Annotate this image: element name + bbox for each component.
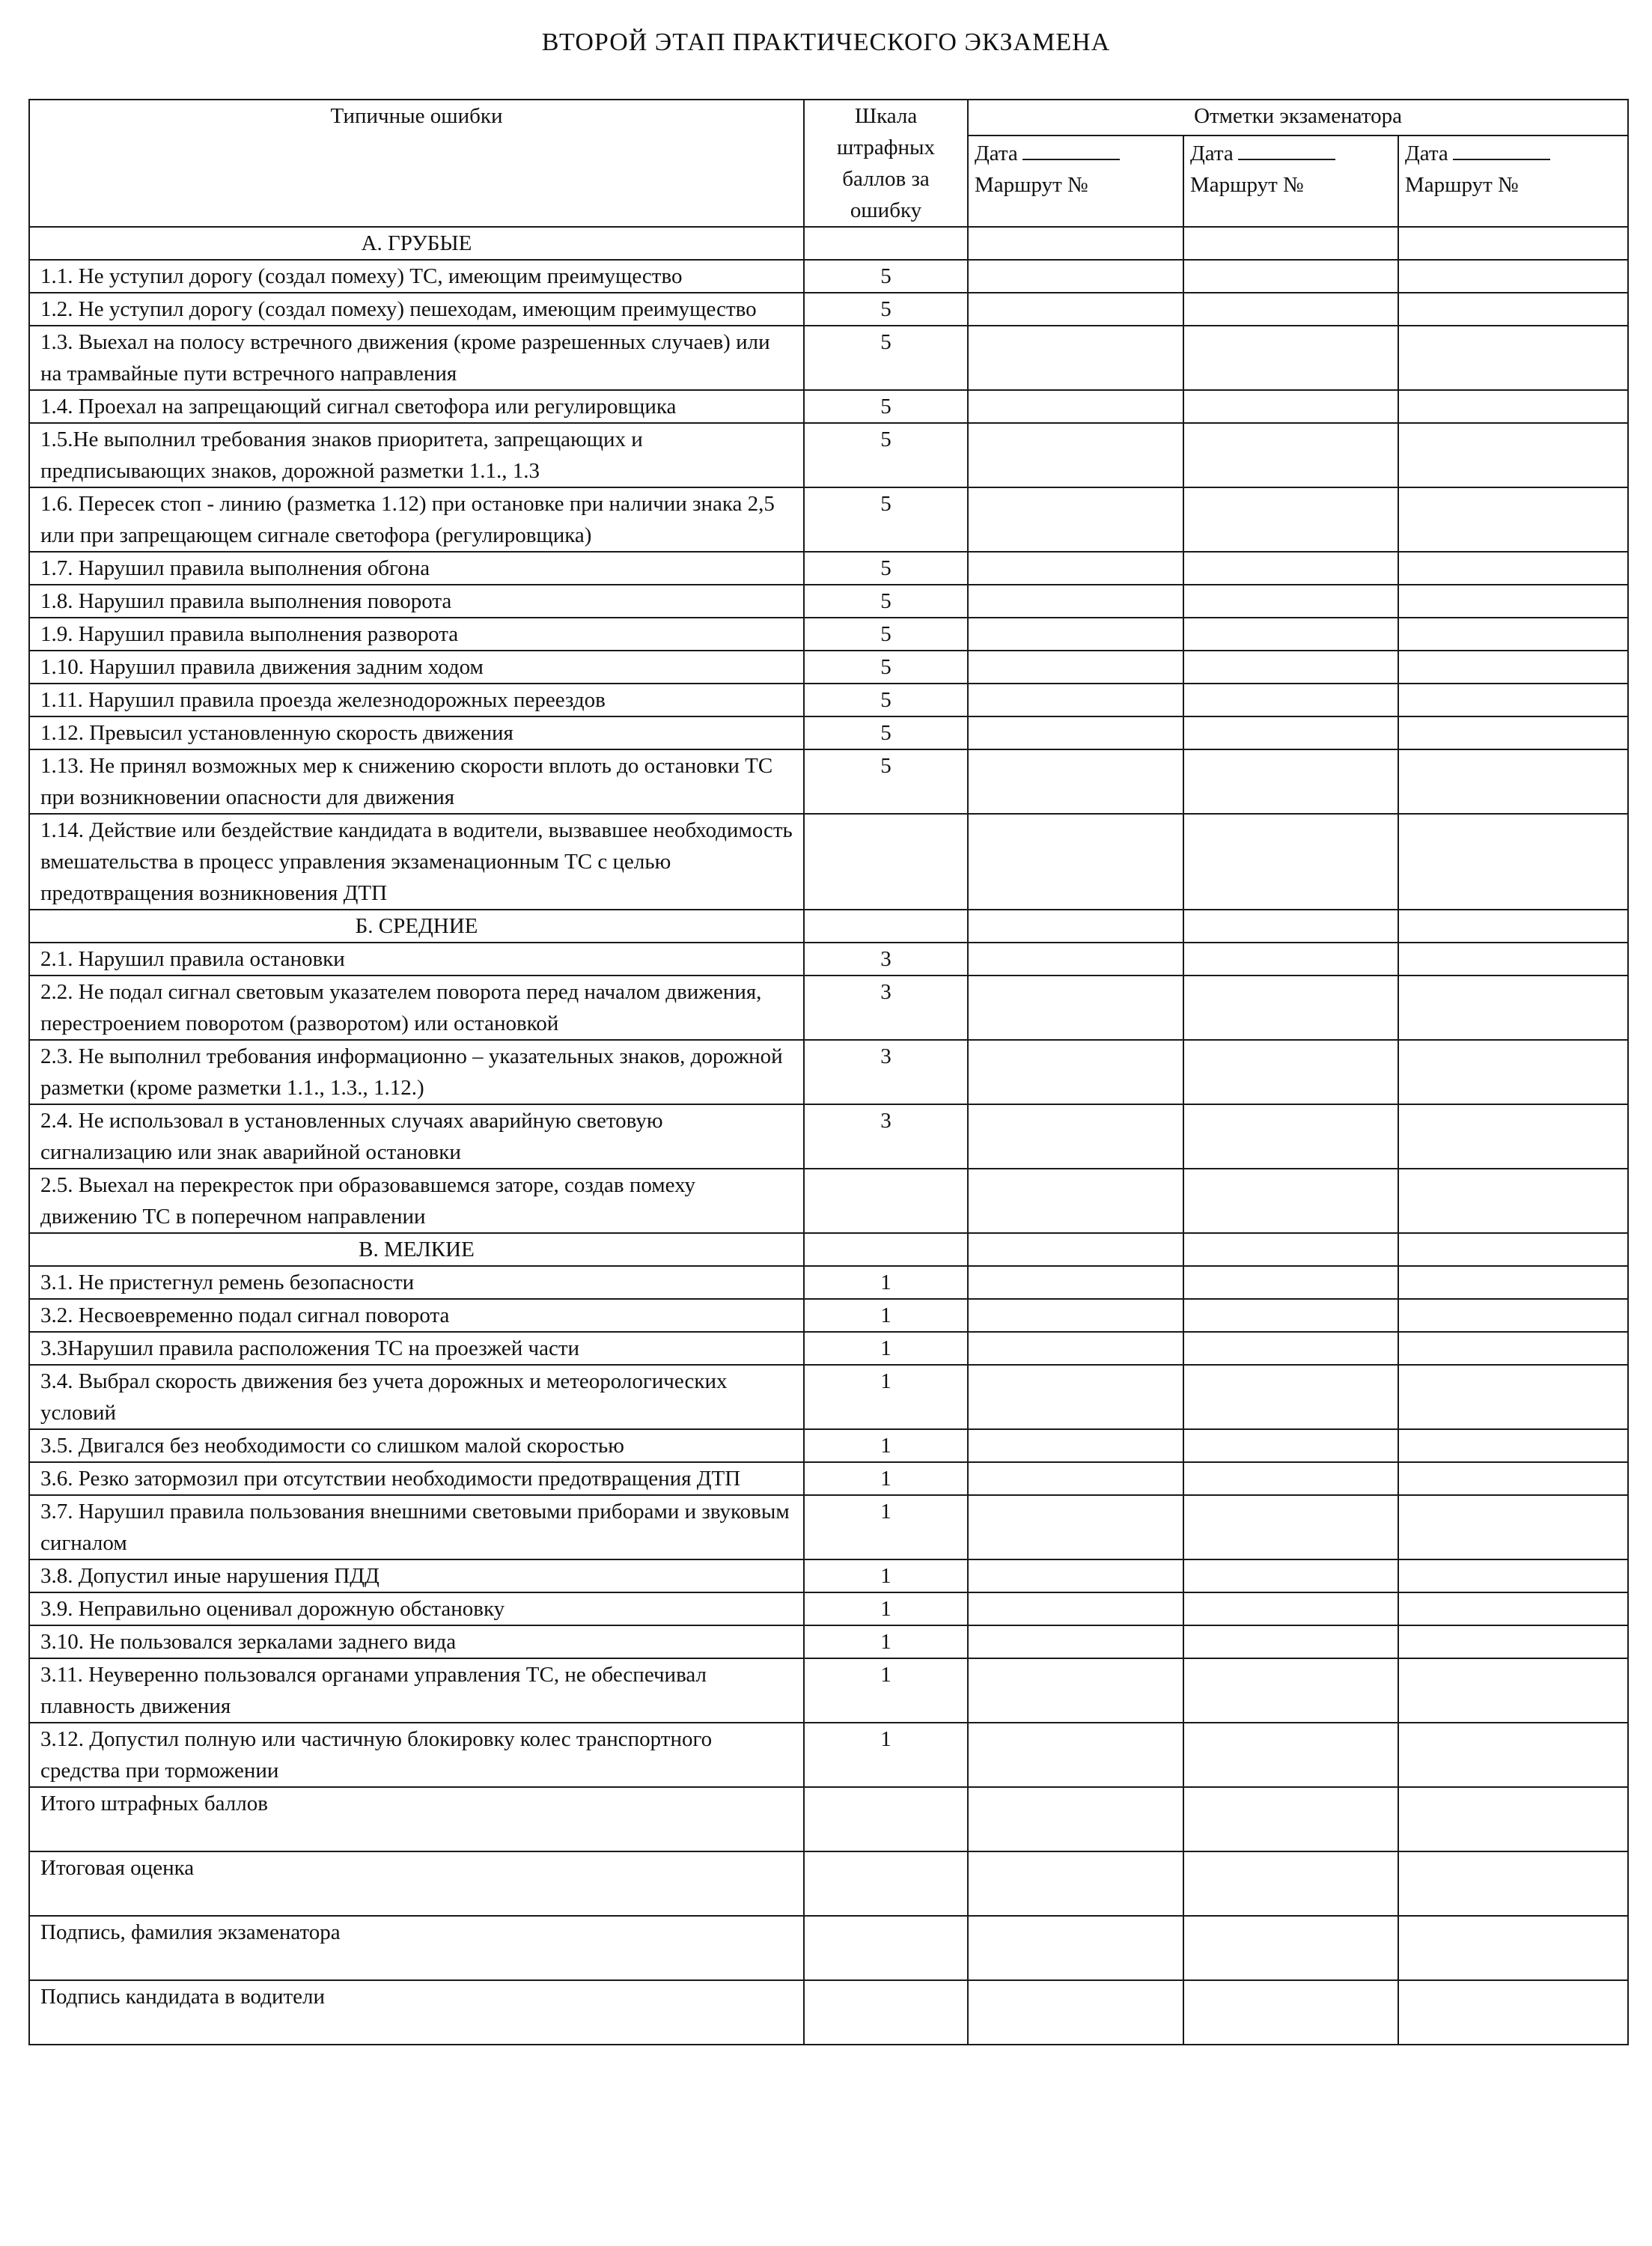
examiner-mark-cell[interactable] xyxy=(1183,749,1398,814)
examiner-mark-cell[interactable] xyxy=(968,814,1183,910)
penalty-points: 3 xyxy=(804,976,968,1040)
examiner-mark-cell[interactable] xyxy=(1183,651,1398,684)
penalty-points: 3 xyxy=(804,1104,968,1169)
date-field[interactable] xyxy=(1022,136,1120,160)
examiner-mark-cell[interactable] xyxy=(1398,1429,1628,1462)
error-row xyxy=(29,1592,1628,1625)
error-description: 1.4. Проехал на запрещающий сигнал светофора или регулировщика xyxy=(29,390,804,423)
examiner-mark-cell[interactable] xyxy=(1398,1559,1628,1592)
section-scale-cell xyxy=(804,910,968,943)
error-row xyxy=(29,487,1628,552)
penalty-points: 1 xyxy=(804,1299,968,1332)
examiner-mark-cell[interactable] xyxy=(1183,585,1398,618)
error-row xyxy=(29,552,1628,585)
error-row xyxy=(29,943,1628,976)
error-description: 1.11. Нарушил правила проезда железнодорожных переездов xyxy=(29,684,804,716)
error-description: 1.3. Выехал на полосу встречного движения (кроме разрешенных случаев) или на трамвайные пути встречного направления xyxy=(29,326,804,390)
examiner-mark-cell[interactable] xyxy=(1183,1365,1398,1429)
examiner-mark-cell[interactable] xyxy=(968,1169,1183,1233)
route-header-1 xyxy=(968,136,1183,227)
error-description: 1.7. Нарушил правила выполнения обгона xyxy=(29,552,804,585)
examiner-mark-cell[interactable] xyxy=(1398,1658,1628,1723)
error-description: 3.10. Не пользовался зеркалами заднего вида xyxy=(29,1625,804,1658)
examiner-mark-cell[interactable] xyxy=(1183,684,1398,716)
penalty-points: 1 xyxy=(804,1495,968,1559)
error-row xyxy=(29,260,1628,293)
examiner-mark-cell[interactable] xyxy=(1183,618,1398,651)
exam-table-body xyxy=(29,227,1628,2045)
examiner-mark-cell[interactable] xyxy=(1183,227,1398,260)
section-header-row xyxy=(29,910,1628,943)
section-scale-cell xyxy=(804,227,968,260)
examiner-mark-cell[interactable] xyxy=(1183,487,1398,552)
examiner-mark-cell[interactable] xyxy=(1183,1658,1398,1723)
examiner-mark-cell[interactable] xyxy=(1183,390,1398,423)
error-description: 3.5. Двигался без необходимости со слишком малой скоростью xyxy=(29,1429,804,1462)
examiner-mark-cell[interactable] xyxy=(1183,943,1398,976)
examiner-mark-cell[interactable] xyxy=(1183,1559,1398,1592)
error-row xyxy=(29,651,1628,684)
error-row xyxy=(29,618,1628,651)
examiner-mark-cell[interactable] xyxy=(1398,1266,1628,1299)
error-row xyxy=(29,1104,1628,1169)
penalty-points: 5 xyxy=(804,293,968,326)
footer-row xyxy=(29,1980,1628,2045)
error-row xyxy=(29,423,1628,487)
examiner-mark-cell[interactable] xyxy=(968,1365,1183,1429)
section-title: Б. СРЕДНИЕ xyxy=(29,910,804,943)
examiner-mark-cell[interactable] xyxy=(1183,1169,1398,1233)
examiner-mark-cell[interactable] xyxy=(1183,260,1398,293)
error-description: 1.8. Нарушил правила выполнения поворота xyxy=(29,585,804,618)
examiner-mark-cell[interactable] xyxy=(1398,910,1628,943)
penalty-points: 1 xyxy=(804,1266,968,1299)
examiner-mark-cell[interactable] xyxy=(1398,1916,1628,1980)
examiner-mark-cell[interactable] xyxy=(968,293,1183,326)
examiner-mark-cell[interactable] xyxy=(1398,260,1628,293)
penalty-points: 1 xyxy=(804,1592,968,1625)
examiner-mark-cell[interactable] xyxy=(968,618,1183,651)
examiner-mark-cell[interactable] xyxy=(968,1658,1183,1723)
examiner-mark-cell[interactable] xyxy=(1398,943,1628,976)
examiner-mark-cell[interactable] xyxy=(968,1851,1183,1916)
examiner-mark-cell[interactable] xyxy=(968,227,1183,260)
examiner-mark-cell[interactable] xyxy=(1398,1625,1628,1658)
error-row xyxy=(29,1365,1628,1429)
footer-row xyxy=(29,1916,1628,1980)
footer-row xyxy=(29,1851,1628,1916)
examiner-mark-cell[interactable] xyxy=(968,1559,1183,1592)
error-description: 1.9. Нарушил правила выполнения разворота xyxy=(29,618,804,651)
route-label: Маршрут № xyxy=(975,173,1088,197)
examiner-mark-cell[interactable] xyxy=(1398,618,1628,651)
examiner-mark-cell[interactable] xyxy=(1398,227,1628,260)
penalty-points: 5 xyxy=(804,684,968,716)
error-row xyxy=(29,976,1628,1040)
examiner-mark-cell[interactable] xyxy=(968,1787,1183,1851)
examiner-mark-cell[interactable] xyxy=(1183,1592,1398,1625)
error-description: 3.4. Выбрал скорость движения без учета дорожных и метеорологических условий xyxy=(29,1365,804,1429)
examiner-mark-cell[interactable] xyxy=(968,976,1183,1040)
examiner-mark-cell[interactable] xyxy=(1398,1169,1628,1233)
examiner-mark-cell[interactable] xyxy=(1398,749,1628,814)
examiner-mark-cell[interactable] xyxy=(1183,1299,1398,1332)
examiner-mark-cell[interactable] xyxy=(968,651,1183,684)
error-row xyxy=(29,326,1628,390)
examiner-mark-cell[interactable] xyxy=(1183,1429,1398,1462)
examiner-mark-cell[interactable] xyxy=(1183,293,1398,326)
penalty-points: 1 xyxy=(804,1462,968,1495)
examiner-mark-cell[interactable] xyxy=(1398,1365,1628,1429)
examiner-mark-cell[interactable] xyxy=(1398,487,1628,552)
error-row xyxy=(29,390,1628,423)
error-description: 1.10. Нарушил правила движения задним ходом xyxy=(29,651,804,684)
error-description: 1.12. Превысил установленную скорость движения xyxy=(29,716,804,749)
date-label: Дата xyxy=(975,136,1172,169)
error-description: 3.8. Допустил иные нарушения ПДД xyxy=(29,1559,804,1592)
error-row xyxy=(29,1559,1628,1592)
examiner-mark-cell[interactable] xyxy=(968,716,1183,749)
examiner-mark-cell[interactable] xyxy=(1183,976,1398,1040)
penalty-points: 5 xyxy=(804,326,968,390)
examiner-mark-cell[interactable] xyxy=(1398,651,1628,684)
footer-scale-cell xyxy=(804,1916,968,1980)
penalty-points: 5 xyxy=(804,716,968,749)
error-description: 3.1. Не пристегнул ремень безопасности xyxy=(29,1266,804,1299)
examiner-mark-cell[interactable] xyxy=(968,1429,1183,1462)
examiner-mark-cell[interactable] xyxy=(1398,1592,1628,1625)
footer-label: Подпись, фамилия экзаменатора xyxy=(29,1916,804,1980)
penalty-points: 1 xyxy=(804,1723,968,1787)
section-title: А. ГРУБЫЕ xyxy=(29,227,804,260)
footer-label: Подпись кандидата в водители xyxy=(29,1980,804,2045)
examiner-mark-cell[interactable] xyxy=(1183,1787,1398,1851)
penalty-points: 1 xyxy=(804,1625,968,1658)
error-description: 3.7. Нарушил правила пользования внешними световыми приборами и звуковым сигналом xyxy=(29,1495,804,1559)
error-description: 2.2. Не подал сигнал световым указателем поворота перед началом движения, перестроением поворотом (разворотом) или остановкой xyxy=(29,976,804,1040)
penalty-points: 3 xyxy=(804,943,968,976)
examiner-mark-cell[interactable] xyxy=(968,1104,1183,1169)
error-description: 2.1. Нарушил правила остановки xyxy=(29,943,804,976)
examiner-mark-cell[interactable] xyxy=(1398,326,1628,390)
examiner-mark-cell[interactable] xyxy=(1183,716,1398,749)
route-header-3 xyxy=(1398,136,1628,227)
date-field[interactable] xyxy=(1238,136,1335,160)
penalty-points: 5 xyxy=(804,552,968,585)
error-row xyxy=(29,1723,1628,1787)
error-description: 3.2. Несвоевременно подал сигнал поворота xyxy=(29,1299,804,1332)
error-row xyxy=(29,293,1628,326)
examiner-mark-cell[interactable] xyxy=(1398,814,1628,910)
examiner-mark-cell[interactable] xyxy=(1398,423,1628,487)
examiner-mark-cell[interactable] xyxy=(1183,814,1398,910)
examiner-mark-cell[interactable] xyxy=(968,1462,1183,1495)
examiner-mark-cell[interactable] xyxy=(968,1266,1183,1299)
examiner-mark-cell[interactable] xyxy=(968,326,1183,390)
examiner-mark-cell[interactable] xyxy=(1398,1723,1628,1787)
examiner-mark-cell[interactable] xyxy=(1183,1916,1398,1980)
penalty-points: 3 xyxy=(804,1040,968,1104)
penalty-points: 5 xyxy=(804,749,968,814)
penalty-points: 1 xyxy=(804,1658,968,1723)
error-description: 1.6. Пересек стоп - линию (разметка 1.12) при остановке при наличии знака 2,5 или при запрещающем сигнале светофора (регулировщика) xyxy=(29,487,804,552)
section-title: В. МЕЛКИЕ xyxy=(29,1233,804,1266)
examiner-mark-cell[interactable] xyxy=(968,1299,1183,1332)
examiner-mark-cell[interactable] xyxy=(1398,1980,1628,2045)
examiner-mark-cell[interactable] xyxy=(968,423,1183,487)
section-scale-cell xyxy=(804,1233,968,1266)
error-row xyxy=(29,1495,1628,1559)
error-description: 2.4. Не использовал в установленных случаях аварийную световую сигнализацию или знак аварийной остановки xyxy=(29,1104,804,1169)
exam-table xyxy=(28,99,1629,2045)
error-description: 1.1. Не уступил дорогу (создал помеху) ТС, имеющим преимущество xyxy=(29,260,804,293)
examiner-mark-cell[interactable] xyxy=(968,910,1183,943)
examiner-mark-cell[interactable] xyxy=(1183,1723,1398,1787)
footer-label: Итоговая оценка xyxy=(29,1851,804,1916)
footer-label: Итого штрафных баллов xyxy=(29,1787,804,1851)
error-description: 1.14. Действие или бездействие кандидата в водители, вызвавшее необходимость вмешательства в процесс управления экзаменационным ТС с целью предотвращения возникновения ДТП xyxy=(29,814,804,910)
error-description: 3.9. Неправильно оценивал дорожную обстановку xyxy=(29,1592,804,1625)
examiner-mark-cell[interactable] xyxy=(968,487,1183,552)
header-errors: Типичные ошибки xyxy=(29,100,804,227)
route-header-2 xyxy=(1183,136,1398,227)
examiner-mark-cell[interactable] xyxy=(1398,552,1628,585)
error-row xyxy=(29,1169,1628,1233)
error-row xyxy=(29,1625,1628,1658)
examiner-mark-cell[interactable] xyxy=(1398,1851,1628,1916)
examiner-mark-cell[interactable] xyxy=(1398,976,1628,1040)
examiner-mark-cell[interactable] xyxy=(968,749,1183,814)
error-row xyxy=(29,684,1628,716)
date-label: Дата xyxy=(1190,136,1387,169)
examiner-mark-cell[interactable] xyxy=(1398,1462,1628,1495)
examiner-mark-cell[interactable] xyxy=(1183,1495,1398,1559)
examiner-mark-cell[interactable] xyxy=(1398,716,1628,749)
error-row xyxy=(29,1040,1628,1104)
error-row xyxy=(29,1266,1628,1299)
penalty-points: 5 xyxy=(804,651,968,684)
penalty-points: 5 xyxy=(804,423,968,487)
examiner-mark-cell[interactable] xyxy=(968,1723,1183,1787)
penalty-points: 1 xyxy=(804,1365,968,1429)
error-row xyxy=(29,1332,1628,1365)
footer-scale-cell xyxy=(804,1787,968,1851)
penalty-points: 5 xyxy=(804,260,968,293)
examiner-mark-cell[interactable] xyxy=(1183,326,1398,390)
error-description: 3.3Нарушил правила расположения ТС на проезжей части xyxy=(29,1332,804,1365)
penalty-points: 5 xyxy=(804,487,968,552)
examiner-mark-cell[interactable] xyxy=(1398,1104,1628,1169)
error-description: 1.13. Не принял возможных мер к снижению скорости вплоть до остановки ТС при возникновении опасности для движения xyxy=(29,749,804,814)
error-row xyxy=(29,1462,1628,1495)
penalty-points: 1 xyxy=(804,1429,968,1462)
examiner-mark-cell[interactable] xyxy=(968,390,1183,423)
error-row xyxy=(29,1299,1628,1332)
examiner-mark-cell[interactable] xyxy=(1398,585,1628,618)
page-title: ВТОРОЙ ЭТАП ПРАКТИЧЕСКОГО ЭКЗАМЕНА xyxy=(541,28,1111,56)
examiner-mark-cell[interactable] xyxy=(968,684,1183,716)
header-scale: Шкала штрафных баллов за ошибку xyxy=(804,100,968,227)
examiner-mark-cell[interactable] xyxy=(1183,910,1398,943)
examiner-mark-cell[interactable] xyxy=(1398,1332,1628,1365)
examiner-mark-cell[interactable] xyxy=(968,1980,1183,2045)
examiner-mark-cell[interactable] xyxy=(968,1625,1183,1658)
examiner-mark-cell[interactable] xyxy=(968,585,1183,618)
date-field[interactable] xyxy=(1453,136,1550,160)
examiner-mark-cell[interactable] xyxy=(968,1233,1183,1266)
error-description: 3.12. Допустил полную или частичную блокировку колес транспортного средства при торможении xyxy=(29,1723,804,1787)
penalty-points: 5 xyxy=(804,390,968,423)
examiner-mark-cell[interactable] xyxy=(1183,1625,1398,1658)
error-row xyxy=(29,1658,1628,1723)
examiner-mark-cell[interactable] xyxy=(968,260,1183,293)
examiner-mark-cell[interactable] xyxy=(1183,1233,1398,1266)
examiner-mark-cell[interactable] xyxy=(1398,293,1628,326)
footer-row xyxy=(29,1787,1628,1851)
penalty-points: 1 xyxy=(804,1559,968,1592)
penalty-points xyxy=(804,814,968,910)
error-row xyxy=(29,1429,1628,1462)
examiner-mark-cell[interactable] xyxy=(968,1592,1183,1625)
penalty-points: 5 xyxy=(804,618,968,651)
error-description: 2.5. Выехал на перекресток при образовавшемся заторе, создав помеху движению ТС в поперечном направлении xyxy=(29,1169,804,1233)
examiner-mark-cell[interactable] xyxy=(968,1040,1183,1104)
examiner-mark-cell[interactable] xyxy=(1398,390,1628,423)
examiner-mark-cell[interactable] xyxy=(1183,1332,1398,1365)
examiner-mark-cell[interactable] xyxy=(1398,1040,1628,1104)
examiner-mark-cell[interactable] xyxy=(968,1332,1183,1365)
examiner-mark-cell[interactable] xyxy=(1183,1266,1398,1299)
penalty-points: 1 xyxy=(804,1332,968,1365)
error-description: 3.6. Резко затормозил при отсутствии необходимости предотвращения ДТП xyxy=(29,1462,804,1495)
examiner-mark-cell[interactable] xyxy=(1183,552,1398,585)
examiner-mark-cell[interactable] xyxy=(1398,1299,1628,1332)
examiner-mark-cell[interactable] xyxy=(968,552,1183,585)
error-row xyxy=(29,749,1628,814)
examiner-mark-cell[interactable] xyxy=(1183,1980,1398,2045)
error-row xyxy=(29,716,1628,749)
examiner-mark-cell[interactable] xyxy=(1183,1104,1398,1169)
examiner-mark-cell[interactable] xyxy=(968,1916,1183,1980)
examiner-mark-cell[interactable] xyxy=(1183,1040,1398,1104)
header-marks: Отметки экзаменатора xyxy=(968,100,1628,136)
route-label: Маршрут № xyxy=(1405,173,1519,197)
examiner-mark-cell[interactable] xyxy=(1183,423,1398,487)
section-header-row xyxy=(29,227,1628,260)
examiner-mark-cell[interactable] xyxy=(1183,1851,1398,1916)
examiner-mark-cell[interactable] xyxy=(1398,1495,1628,1559)
footer-scale-cell xyxy=(804,1851,968,1916)
footer-scale-cell xyxy=(804,1980,968,2045)
penalty-points xyxy=(804,1169,968,1233)
error-description: 2.3. Не выполнил требования информационно – указательных знаков, дорожной разметки (кроме разметки 1.1., 1.3., 1.12.) xyxy=(29,1040,804,1104)
examiner-mark-cell[interactable] xyxy=(1398,1787,1628,1851)
examiner-mark-cell[interactable] xyxy=(1398,1233,1628,1266)
penalty-points: 5 xyxy=(804,585,968,618)
error-description: 1.2. Не уступил дорогу (создал помеху) пешеходам, имеющим преимущество xyxy=(29,293,804,326)
examiner-mark-cell[interactable] xyxy=(1183,1462,1398,1495)
error-description: 1.5.Не выполнил требования знаков приоритета, запрещающих и предписывающих знаков, дорожной разметки 1.1., 1.3 xyxy=(29,423,804,487)
section-header-row xyxy=(29,1233,1628,1266)
error-row xyxy=(29,585,1628,618)
examiner-mark-cell[interactable] xyxy=(968,1495,1183,1559)
date-label: Дата xyxy=(1405,136,1617,169)
route-label: Маршрут № xyxy=(1190,173,1304,197)
examiner-mark-cell[interactable] xyxy=(968,943,1183,976)
error-description: 3.11. Неуверенно пользовался органами управления ТС, не обеспечивал плавность движения xyxy=(29,1658,804,1723)
examiner-mark-cell[interactable] xyxy=(1398,684,1628,716)
error-row xyxy=(29,814,1628,910)
